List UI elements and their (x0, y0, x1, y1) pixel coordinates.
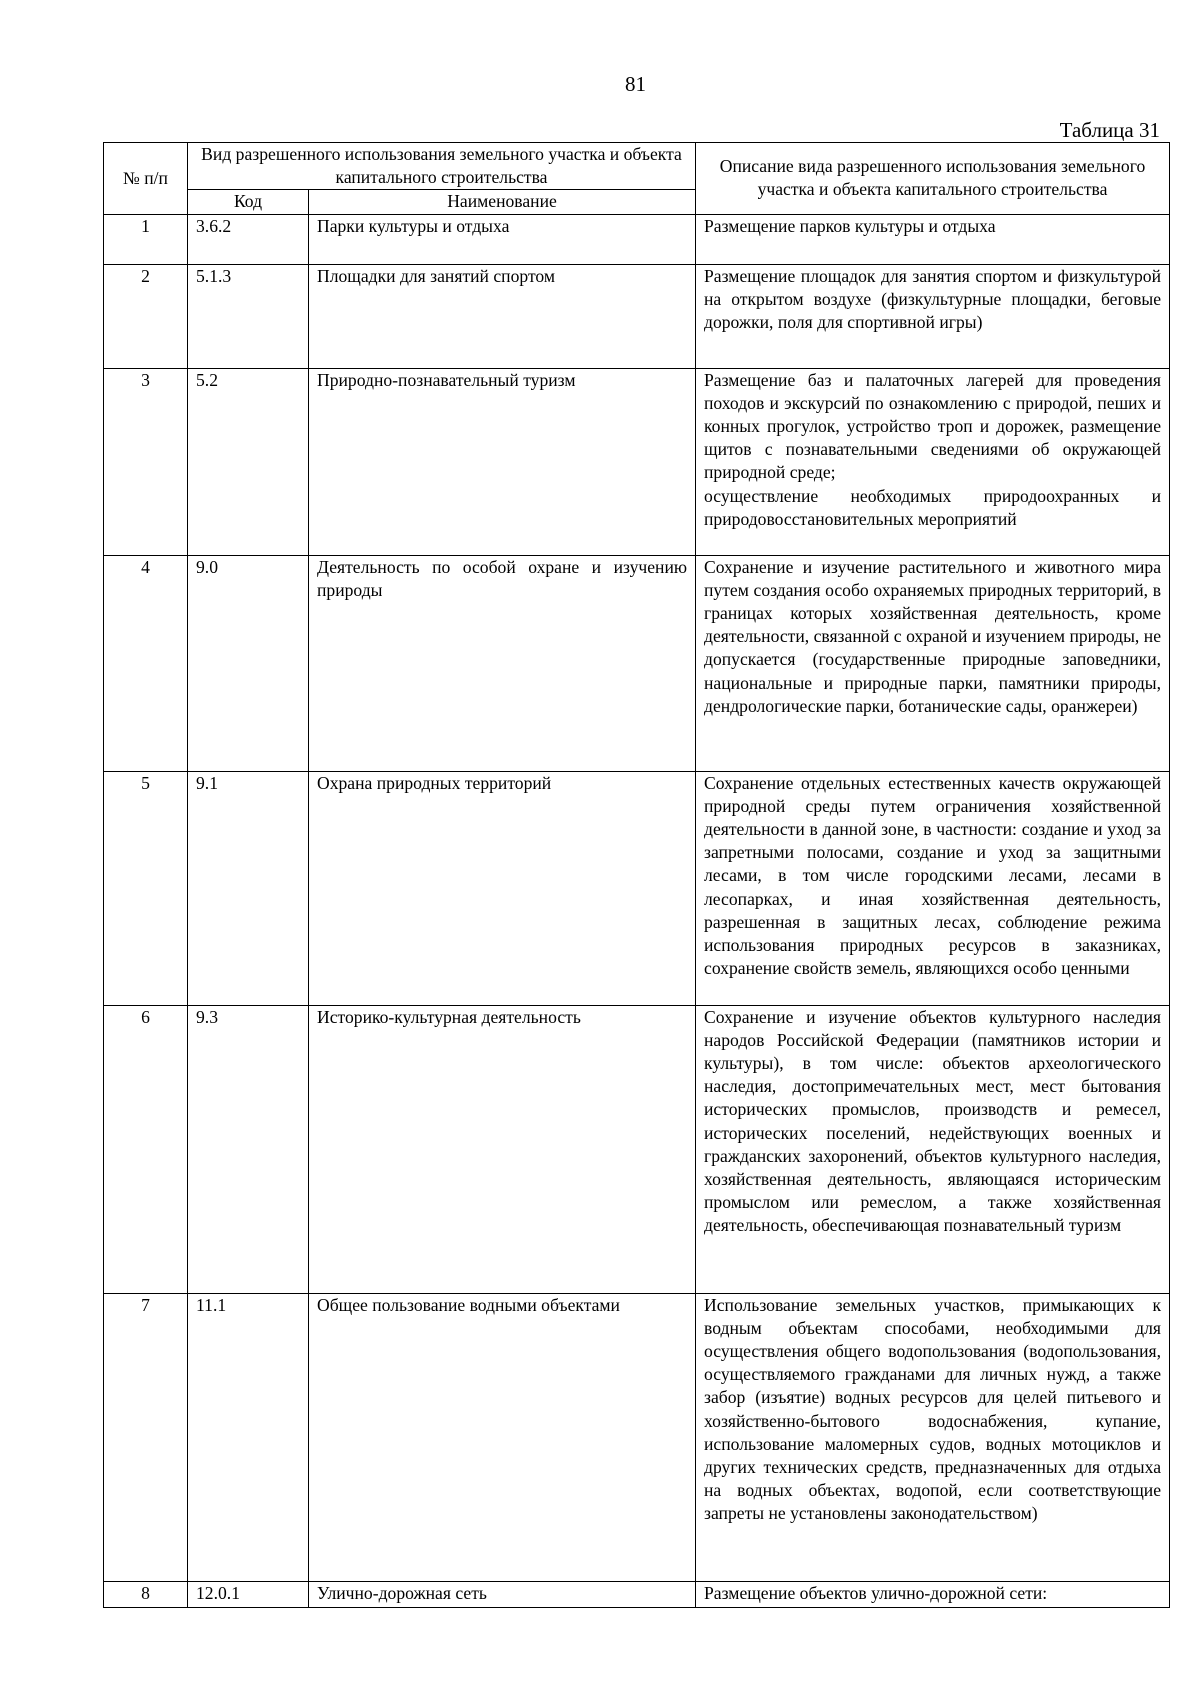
row-code: 3.6.2 (188, 214, 309, 264)
row-name: Улично-дорожная сеть (309, 1581, 696, 1607)
row-num: 4 (104, 555, 188, 771)
row-description: Сохранение и изучение объектов культурного наследия народов Российской Федерации (памятников истории и культуры), в том числе: объектов археологического наследия, достопримечательных мест, мест бытования исторических промыслов, производств и ремесел, исторических поселений, недействующих военных и гражданских захоронений, объектов культурного наследия, хозяйственная деятельность, являющаяся историческим промыслом или ремеслом, а также хозяйственная деятельность, обеспечивающая познавательный туризм (696, 1005, 1170, 1293)
table-row (104, 1581, 1170, 1607)
row-code: 5.2 (188, 368, 309, 555)
row-description (696, 368, 1170, 555)
table-row (104, 264, 1170, 368)
row-description: Размещение объектов улично-дорожной сети: (696, 1581, 1170, 1607)
header-description: Описание вида разрешенного использования земельного участка и объекта капитального строительства (696, 143, 1170, 215)
row-description-part-1: Размещение баз и палаточных лагерей для проведения походов и экскурсий по ознакомлению с природой, пеших и конных прогулок, устройство троп и дорожек, размещение щитов с познавательными сведениями об окружающей природной среде; (704, 369, 1162, 483)
header-name: Наименование (309, 190, 696, 214)
table-row (104, 1005, 1170, 1293)
row-num: 1 (104, 214, 188, 264)
table-label: Таблица 31 (1059, 118, 1160, 142)
row-num: 5 (104, 771, 188, 1005)
row-description: Использование земельных участков, примыкающих к водным объектам способами, необходимыми для осуществления общего водопользования (водопользования, осуществляемого гражданами для личных нужд, а также забор (изъятие) водных ресурсов для целей питьевого и хозяйственно-бытового водоснабжения, купание, использование маломерных судов, водных мотоциклов и других технических средств, предназначенных для отдыха на водных объектах, водопой, если соответствующие запреты не установлены законодательством) (696, 1293, 1170, 1581)
row-code: 5.1.3 (188, 264, 309, 368)
land-use-table (103, 142, 1170, 1608)
row-num: 8 (104, 1581, 188, 1607)
row-num: 3 (104, 368, 188, 555)
table-row (104, 214, 1170, 264)
row-code: 12.0.1 (188, 1581, 309, 1607)
row-description: Размещение площадок для занятия спортом и физкультурой на открытом воздухе (физкультурные площадки, беговые дорожки, поля для спортивной игры) (696, 264, 1170, 368)
row-code: 9.3 (188, 1005, 309, 1293)
table-row (104, 771, 1170, 1005)
table-row (104, 1293, 1170, 1581)
row-code: 11.1 (188, 1293, 309, 1581)
row-code: 9.0 (188, 555, 309, 771)
row-description: Сохранение отдельных естественных качеств окружающей природной среды путем ограничения хозяйственной деятельности в данной зоне, в частности: создание и уход за запретными полосами, создание и уход за защитными лесами, в том числе городскими лесами, лесами в лесопарках, и иная хозяйственная деятельность, разрешенная в защитных лесах, соблюдение режима использования природных ресурсов в заказниках, сохранение свойств земель, являющихся особо ценными (696, 771, 1170, 1005)
header-code: Код (188, 190, 309, 214)
row-name: Общее пользование водными объектами (309, 1293, 696, 1581)
header-row-top (104, 143, 1170, 190)
table-row (104, 555, 1170, 771)
row-description: Размещение парков культуры и отдыха (696, 214, 1170, 264)
row-name: Площадки для занятий спортом (309, 264, 696, 368)
row-name: Природно-познавательный туризм (309, 368, 696, 555)
table-row (104, 368, 1170, 555)
row-num: 6 (104, 1005, 188, 1293)
row-name: Парки культуры и отдыха (309, 214, 696, 264)
page-number: 81 (625, 72, 646, 96)
header-use-type-group: Вид разрешенного использования земельного участка и объекта капитального строительства (188, 143, 696, 190)
row-name: Деятельность по особой охране и изучению природы (309, 555, 696, 771)
row-description-part-2: осуществление необходимых природоохранных и природовосстановительных мероприятий (704, 485, 1162, 529)
row-num: 2 (104, 264, 188, 368)
row-name: Историко-культурная деятельность (309, 1005, 696, 1293)
row-name: Охрана природных территорий (309, 771, 696, 1005)
header-num: № п/п (104, 143, 188, 215)
row-code: 9.1 (188, 771, 309, 1005)
row-num: 7 (104, 1293, 188, 1581)
row-description: Сохранение и изучение растительного и животного мира путем создания особо охраняемых природных территорий, в границах которых хозяйственная деятельность, кроме деятельности, связанной с охраной и изучением природы, не допускается (государственные природные заповедники, национальные и природные парки, памятники природы, дендрологические парки, ботанические сады, оранжереи) (696, 555, 1170, 771)
